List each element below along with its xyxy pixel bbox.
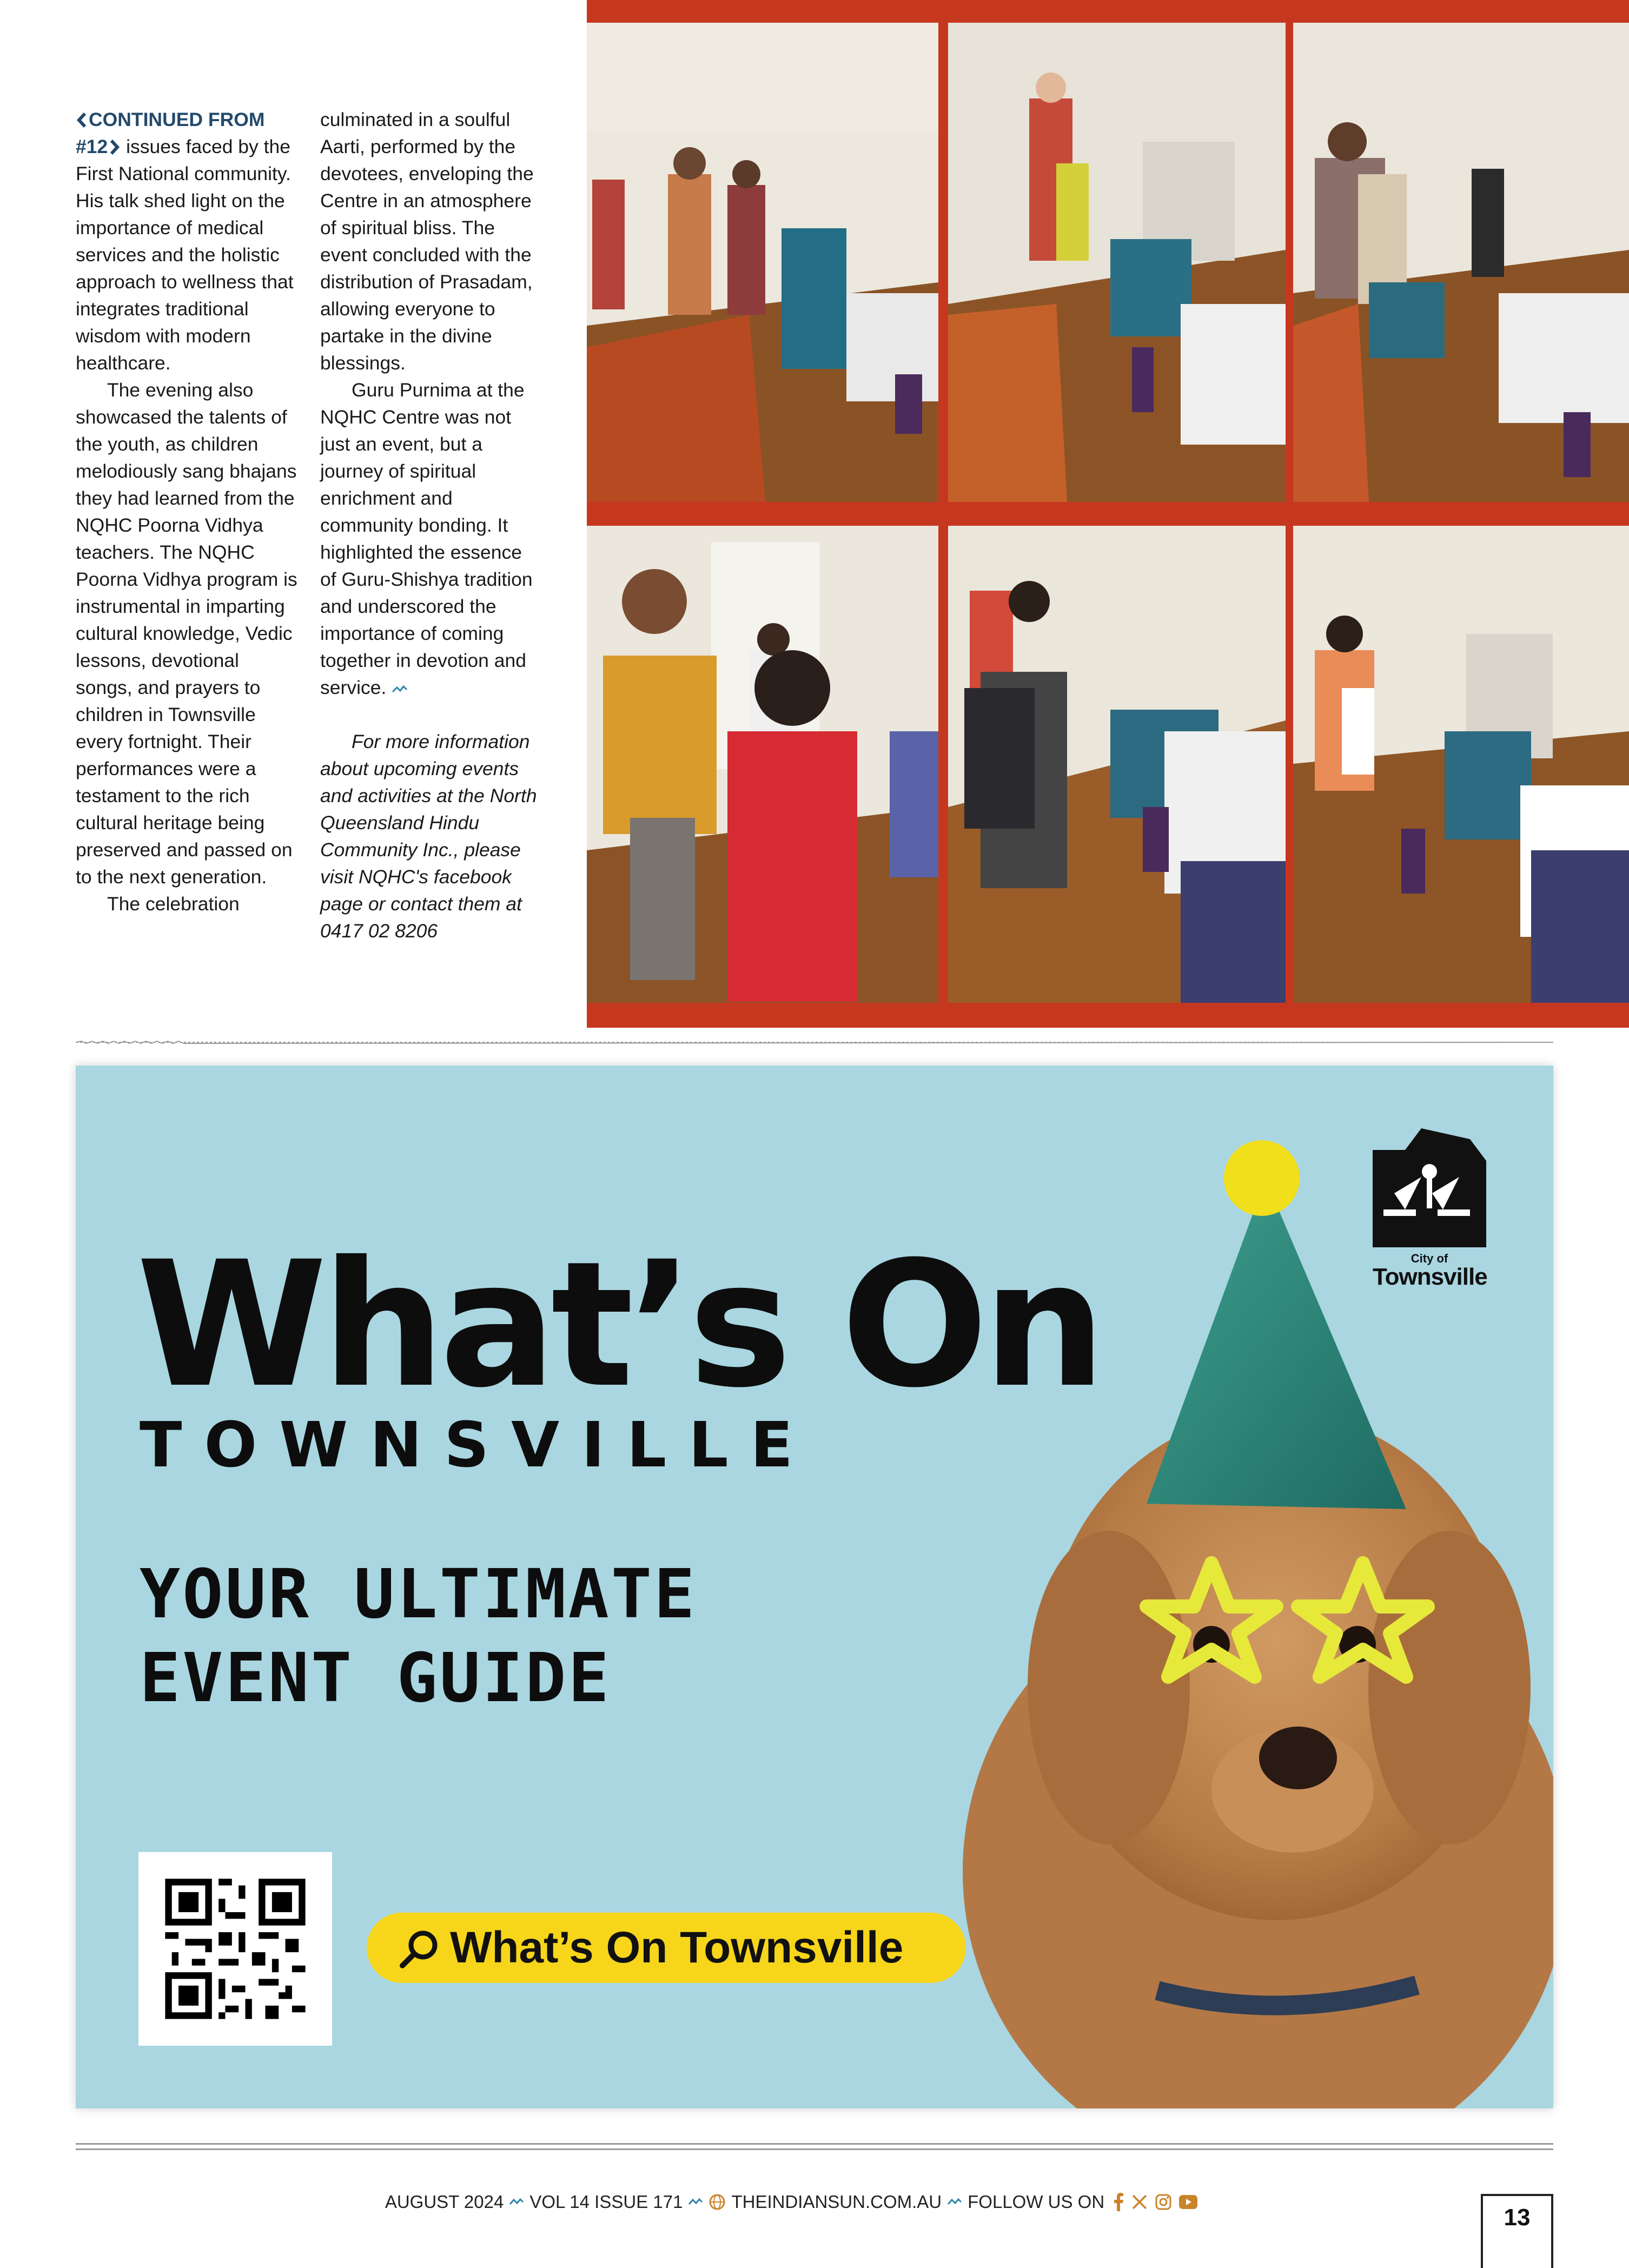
- puja-hall-photo-4: [587, 526, 938, 1003]
- logo-townsville: Townsville: [1373, 1264, 1487, 1290]
- x-icon[interactable]: [1131, 2194, 1148, 2210]
- youtube-icon[interactable]: [1179, 2195, 1197, 2209]
- ad-title: What’s On: [136, 1225, 1101, 1426]
- footer-date: AUGUST 2024: [385, 2192, 504, 2212]
- city-logo: [1373, 1128, 1487, 1290]
- text-column-2: [320, 106, 542, 944]
- footer-follow: FOLLOW US ON: [968, 2192, 1105, 2212]
- wave-icon: [947, 2198, 962, 2206]
- ad-tagline: [140, 1552, 789, 1720]
- footer-site[interactable]: THEINDIANSUN.COM.AU: [731, 2192, 942, 2212]
- globe-icon: [708, 2193, 726, 2211]
- footer-rule: [76, 2143, 1553, 2145]
- continued-ref: #12: [76, 136, 108, 157]
- tagline-line-2: EVENT GUIDE: [140, 1639, 611, 1717]
- search-pill-label: What’s On Townsville: [450, 1923, 904, 1972]
- paragraph-text: Guru Purnima at the NQHC Centre was not just an event, but a journey of spiritual enrichment and community bonding. It highlighted the essence of Guru-Shishya tradition and underscored the importance of coming together in devotion and service.: [320, 379, 533, 698]
- puja-hall-photo-5: [948, 526, 1286, 1003]
- article-text: [76, 106, 542, 1004]
- text-column-1: [76, 106, 297, 917]
- info-paragraph: For more information about upcoming events and activities at the North Queensland Hindu Community Inc., please visit NQHC's facebook page or contact them at 0417 02 8206: [320, 731, 537, 942]
- paragraph: [320, 376, 542, 701]
- social-icons: [1113, 2193, 1197, 2211]
- puja-hall-photo-1: [587, 23, 938, 502]
- tagline-line-1: YOUR ULTIMATE: [140, 1555, 697, 1634]
- puja-hall-photo-6: [1293, 526, 1629, 1003]
- continued-label: CONTINUED FROM: [89, 109, 265, 130]
- chevron-left-icon: [76, 112, 89, 128]
- footer-rule: [76, 2148, 1553, 2150]
- wave-icon: [688, 2198, 703, 2206]
- section-divider: [76, 1041, 1553, 1044]
- puja-hall-photo-3: [1293, 23, 1629, 502]
- search-pill[interactable]: [367, 1913, 966, 1983]
- logo-city-of: City of: [1411, 1252, 1448, 1265]
- paragraph: [76, 106, 297, 376]
- qr-code[interactable]: [138, 1852, 332, 2046]
- instagram-icon[interactable]: [1155, 2194, 1171, 2210]
- page-number: 13: [1504, 2204, 1531, 2231]
- facebook-icon[interactable]: [1113, 2193, 1124, 2211]
- wave-icon: [509, 2198, 524, 2206]
- paragraph: The evening also showcased the talents of the youth, as children melodiously sang bhajans they had learned from the NQHC Poorna Vidhya teachers. The NQHC Poorna Vidhya program is instrumental in imparting cultural knowledge, Vedic lessons, devotional songs, and prayers to children in Townsville every fortnight. Their performances were a testament to the rich cultural heritage being preserved and passed on to the next generation.: [76, 379, 297, 888]
- page-footer: [0, 2192, 1629, 2212]
- footer-line: [385, 2192, 1197, 2212]
- city-logo-mark: [1373, 1128, 1486, 1247]
- paragraph-text: issues faced by the First National community. His talk shed light on the importance of medical services and the holistic approach to wellness that integrates traditional wisdom with modern healthcare.: [76, 136, 294, 374]
- paragraph: The celebration: [107, 893, 240, 915]
- page-number-box: [1481, 2194, 1553, 2268]
- paragraph: culminated in a soulful Aarti, performed by the devotees, enveloping the Centre in an atmosphere of spiritual bliss. The event concluded with the distribution of Prasadam, allowing everyone to partake in the divine blessings.: [320, 109, 534, 374]
- search-icon: [397, 1928, 440, 1971]
- chevron-right-icon: [108, 139, 121, 155]
- footer-issue: VOL 14 ISSUE 171: [529, 2192, 683, 2212]
- ad-subtitle: TOWNSVILLE: [140, 1409, 816, 1482]
- end-mark-icon: [392, 684, 408, 694]
- puja-hall-photo-2: [948, 23, 1286, 502]
- whats-on-townsville-ad[interactable]: [76, 1066, 1553, 2108]
- photo-collage: [587, 0, 1629, 1028]
- qr-code-pattern: [138, 1852, 332, 2046]
